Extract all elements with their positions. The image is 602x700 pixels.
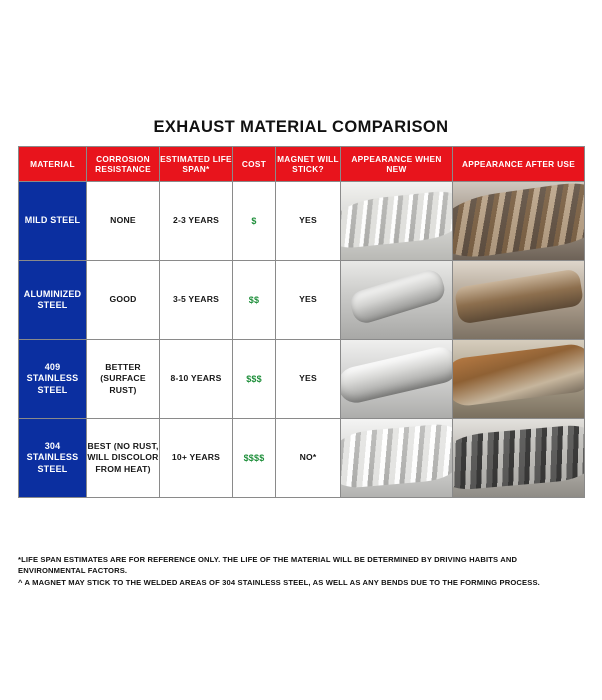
column-header-appearance-after-use: APPEARANCE AFTER USE	[453, 147, 585, 182]
footnote-magnet: ^ A MAGNET MAY STICK TO THE WELDED AREAS OF 304 STAINLESS STEEL, AS WELL AS ANY BENDS DUE TO THE FORMING PROCESS.	[18, 577, 540, 587]
photo-304-stainless-new	[341, 419, 453, 498]
cell-cost-aluminized-steel: $$	[233, 261, 276, 340]
footnotes	[18, 554, 584, 588]
column-header-material: MATERIAL	[19, 147, 87, 182]
footnote-life-span: *LIFE SPAN ESTIMATES ARE FOR REFERENCE ONLY. THE LIFE OF THE MATERIAL WILL BE DETERMINED BY DRIVING HABITS AND ENVIRONMENTAL FACTORS.	[18, 555, 518, 576]
cell-lifespan-aluminized-steel: 3-5 YEARS	[160, 261, 233, 340]
photo-mild-steel-used	[453, 182, 585, 261]
page-title: EXHAUST MATERIAL COMPARISON	[153, 118, 449, 136]
cell-corrosion-409-stainless-steel: BETTER (SURFACE RUST)	[87, 340, 160, 419]
photo-aluminized-steel-new	[341, 261, 453, 340]
cell-magnet-mild-steel: YES	[276, 182, 341, 261]
cell-lifespan-409-stainless-steel: 8-10 YEARS	[160, 340, 233, 419]
photo-304-stainless-used	[453, 419, 585, 498]
cell-lifespan-304-stainless-steel: 10+ YEARS	[160, 419, 233, 498]
cell-magnet-304-stainless-steel: NO*	[276, 419, 341, 498]
table-header-row	[19, 147, 585, 182]
cell-magnet-409-stainless-steel: YES	[276, 340, 341, 419]
cell-cost-mild-steel: $	[233, 182, 276, 261]
cell-magnet-aluminized-steel: YES	[276, 261, 341, 340]
cell-corrosion-mild-steel: NONE	[87, 182, 160, 261]
column-header-estimated-life-span: ESTIMATED LIFE SPAN*	[160, 147, 233, 182]
cell-corrosion-304-stainless-steel: BEST (NO RUST, WILL DISCOLOR FROM HEAT)	[87, 419, 160, 498]
column-header-cost: COST	[233, 147, 276, 182]
cell-material-409-stainless-steel: 409 STAINLESS STEEL	[19, 340, 87, 419]
cell-material-mild-steel: MILD STEEL	[19, 182, 87, 261]
table-row	[19, 261, 585, 340]
cell-material-304-stainless-steel: 304 STAINLESS STEEL	[19, 419, 87, 498]
comparison-chart	[18, 118, 584, 498]
exhaust-material-comparison-table	[18, 146, 585, 498]
cell-cost-409-stainless-steel: $$$	[233, 340, 276, 419]
cell-lifespan-mild-steel: 2-3 YEARS	[160, 182, 233, 261]
photo-aluminized-steel-used	[453, 261, 585, 340]
column-header-corrosion-resistance: CORROSION RESISTANCE	[87, 147, 160, 182]
photo-mild-steel-new	[341, 182, 453, 261]
photo-409-stainless-new	[341, 340, 453, 419]
column-header-magnet-will-stick: MAGNET WILL STICK?	[276, 147, 341, 182]
table-row	[19, 340, 585, 419]
cell-corrosion-aluminized-steel: GOOD	[87, 261, 160, 340]
cell-material-aluminized-steel: ALUMINIZED STEEL	[19, 261, 87, 340]
table-row	[19, 182, 585, 261]
column-header-appearance-when-new: APPEARANCE WHEN NEW	[341, 147, 453, 182]
cell-cost-304-stainless-steel: $$$$	[233, 419, 276, 498]
photo-409-stainless-used	[453, 340, 585, 419]
table-row	[19, 419, 585, 498]
